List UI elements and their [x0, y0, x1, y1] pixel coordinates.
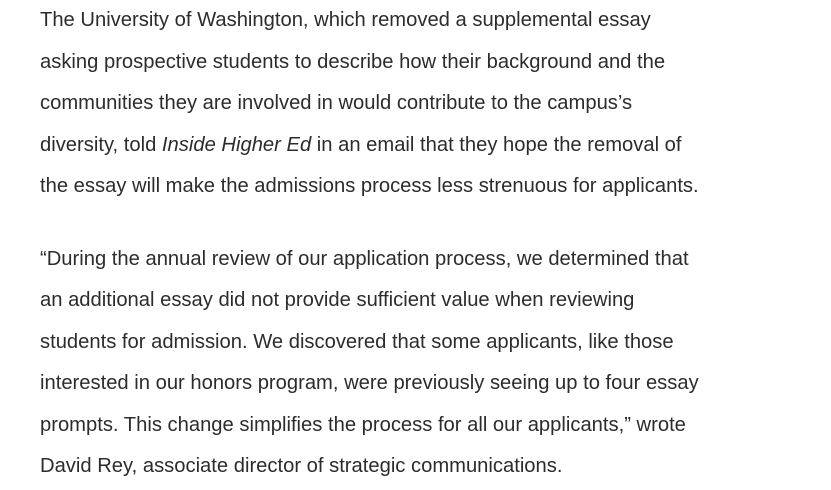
paragraph-2-line-1: “During the annual review of our application process, we determined that — [40, 247, 689, 270]
paragraph-2-line-3: students for admission. We discovered that some applicants, like those — [40, 330, 674, 353]
paragraph-1-line-4 — [40, 125, 820, 167]
line-4-text-before: diversity, told — [40, 133, 162, 156]
paragraph-1-line-1: The University of Washington, which removed a supplemental essay — [40, 9, 651, 31]
paragraph-1-line-3: communities they are involved in would contribute to the campus’s — [40, 92, 633, 114]
paragraph-2-line-5: prompts. This change simplifies the process for all our applicants,” wrote — [40, 413, 686, 436]
paragraph-washington-essay — [40, 0, 820, 208]
paragraph-2-line-6: David Rey, associate director of strategic communications. — [40, 455, 563, 477]
paragraph-2-line-4: interested in our honors program, were previously seeing up to four essay — [40, 372, 699, 394]
paragraph-quote-david-rey — [40, 239, 820, 488]
line-4-text-after: in an email that they hope the removal of — [311, 133, 682, 156]
article-body — [40, 0, 820, 488]
paragraph-1-line-2: asking prospective students to describe how their background and the — [40, 50, 666, 73]
paragraph-1-line-5: the essay will make the admissions process less strenuous for applicants. — [40, 175, 699, 197]
paragraph-2-line-2: an additional essay did not provide sufficient value when reviewing — [40, 289, 635, 311]
publication-name: Inside Higher Ed — [161, 133, 312, 156]
